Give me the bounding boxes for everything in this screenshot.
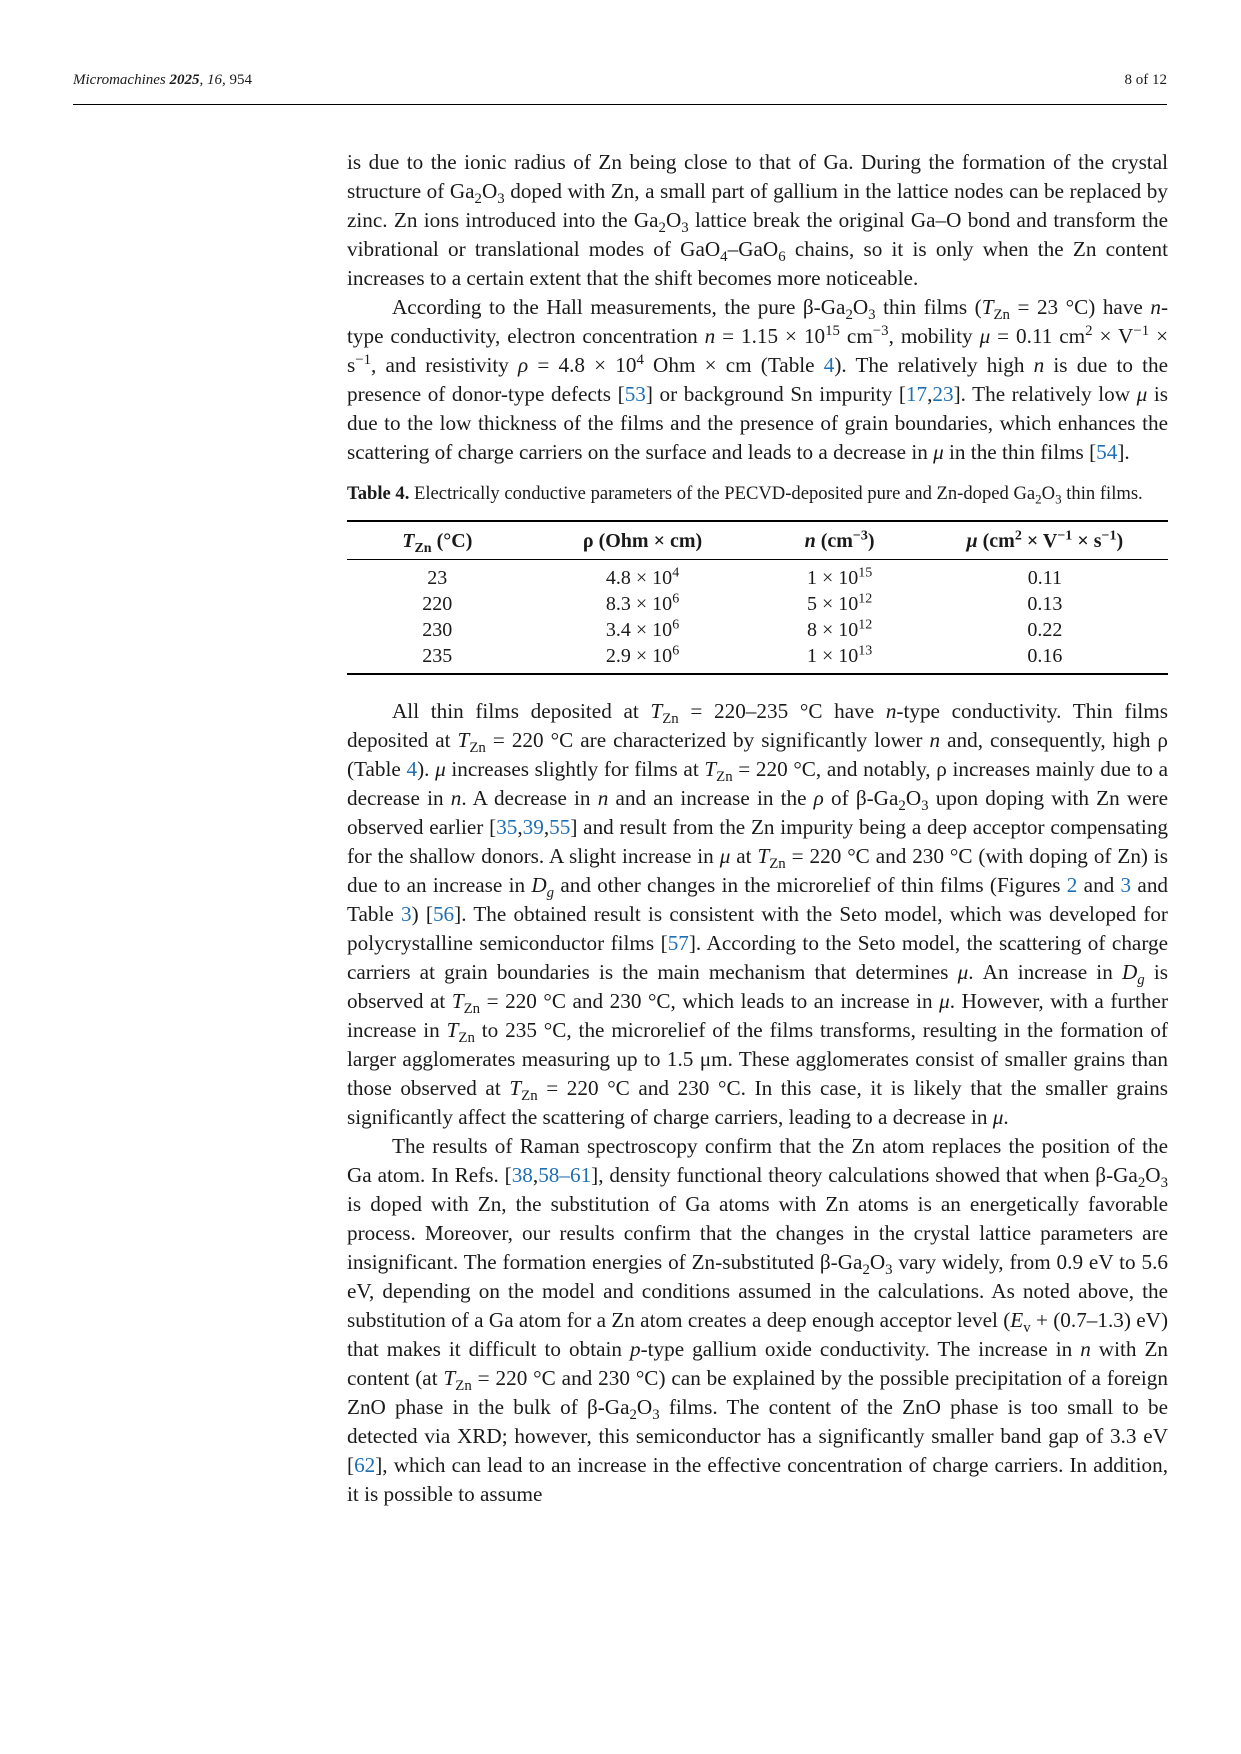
paragraph-3: All thin films deposited at $T_{Zn} = 220-235$ °C have n-type conductivity. Thin films deposited at $T_{Zn} = 220$ °C are characterized by significantly lower n and, consequently, high ρ (Table 4). μ increases slightly for films at $T_{Zn} = 220$ °C, and notably, ρ increases mainly due to a decrease in n. A decrease in n and an increase in the ρ of $\beta-Ga_2O_3$ upon doping with Zn were observed earlier [35,39,55] and result from the Zn impurity being a deep acceptor compensating for the shallow donors. A slight increase in μ at $T_{Zn} = 220$ °C and 230 °C (with doping of Zn) is due to an increase in $D_g$ and other changes in the microrelief of thin films (Figures 2 and 3 and Table 3) [56]. The obtained result is consistent with the Seto model, which was developed for polycrystalline semiconductor films [57]. According to the Seto model, the scattering of charge carriers at grain boundaries is the main mechanism that determines μ. An increase in $D_g$ is observed at $T_{Zn} = 220$ °C and 230 °C, which leads to an increase in μ. However, with a further increase in $T_{Zn}$ to 235 °C, the microrelief of the films transforms, resulting in the formation of larger agglomerates measuring up to 1.5 μm. These agglomerates consist of smaller grains than those observed at $T_{Zn} = 220$ °C and 230 °C. In this case, it is likely that the smaller grains significantly affect the scattering of charge carriers, leading to a decrease in μ.: [347, 699, 1169, 1129]
figure-3-link[interactable]: 3: [1120, 873, 1132, 897]
paragraph-1: is due to the ionic radius of Zn being close to that of Ga. During the formation of the crystal structure of $Ga_2O_3$ doped with Zn, a small part of gallium in the lattice nodes can be replaced by zinc. Zn ions introduced into the $Ga_2O_3$ lattice break the original Ga–O bond and transform the vibrational or translational modes of GaO$_4$–GaO$_6$ chains, so it is only when the Zn content increases to a certain extent that the shift becomes more noticeable.: [347, 150, 1168, 290]
paragraph-4: The results of Raman spectroscopy confirm that the Zn atom replaces the position of the Ga atom. In Refs. [38,58–61], density functional theory calculations showed that when $\beta-Ga_2O_3$ is doped with Zn, the substitution of Ga atoms with Zn atoms is an energetically favorable process. Moreover, our results confirm that the changes in the crystal lattice parameters are insignificant. The formation energies of Zn-substituted $\beta-Ga_2O_3$ vary widely, from 0.9 eV to 5.6 eV, depending on the model and conditions assumed in the calculations. As noted above, the substitution of a Ga atom for a Zn atom creates a deep enough acceptor level ($E_v + (0.7-1.3)$ eV) that makes it difficult to obtain p-type gallium oxide conductivity. The increase in n with Zn content (at $T_{Zn} = 220$ °C and 230 °C) can be explained by the possible precipitation of a foreign ZnO phase in the bulk of $\beta-Ga_2O_3$ films. The content of the ZnO phase is too small to be detected via XRD; however, this semiconductor has a significantly smaller band gap of 3.3 eV [62], which can lead to an increase in the effective concentration of charge carriers. In addition, it is possible to assume: [347, 1134, 1168, 1506]
figure-2-link[interactable]: 2: [1066, 873, 1078, 897]
table-4-link[interactable]: 4: [406, 757, 418, 781]
ref-53-link[interactable]: 53: [624, 382, 646, 406]
cell-mobility: 0.22: [1027, 619, 1063, 641]
header-rule: [73, 104, 1167, 105]
table-4: [347, 520, 1168, 675]
cell-resistivity: $2.9 \times 10^6$: [528, 643, 758, 674]
ref-23-link[interactable]: 23: [932, 382, 954, 406]
cell-concentration: $8 \times 10^{12}$: [806, 617, 873, 641]
cell-concentration: $1 \times 10^{13}$: [757, 643, 921, 674]
cell-temperature: 230: [422, 619, 453, 641]
table-header-row: [347, 521, 1168, 560]
ref-17-link[interactable]: 17: [905, 382, 928, 406]
ref-55-link[interactable]: 55: [549, 815, 571, 839]
page-number: 8 of 12: [1124, 72, 1167, 88]
cell-resistivity: $3.4 \times 10^6$: [605, 617, 680, 641]
table-row: [347, 643, 1168, 674]
caption-label: Table 4.: [347, 483, 410, 504]
col-temperature-header: $T_{Zn}$ (°C): [347, 521, 528, 560]
table-4-caption: Table 4. Electrically conductive parameters of the PECVD-deposited pure and Zn-doped $Ga_2O_3$ thin films.: [347, 483, 1143, 507]
cell-resistivity: $8.3 \times 10^6$: [605, 591, 680, 615]
page-header: [73, 72, 1167, 100]
journal-name: Micromachines: [73, 72, 166, 88]
table-3-link[interactable]: 3: [401, 902, 412, 926]
ref-35-link[interactable]: 35: [496, 815, 518, 839]
ref-39-link[interactable]: 39: [522, 815, 544, 839]
col-concentration-header: n $(cm^{-3})$: [757, 521, 921, 560]
table-row: [347, 591, 1168, 617]
ref-56-link[interactable]: 56: [432, 902, 455, 926]
page-content: [347, 148, 1168, 1509]
cell-mobility: 0.13: [1027, 593, 1063, 615]
table-4-link[interactable]: 4: [823, 353, 835, 377]
journal-citation: Micromachines 2025, 16, 954: [73, 72, 253, 88]
col-resistivity-header: ρ (Ohm × cm): [528, 521, 758, 560]
col-mobility-header: μ $(cm^2 \times V^{-1} \times s^{-1})$: [922, 521, 1168, 560]
cell-concentration: $1 \times 10^{15}$: [806, 565, 873, 589]
journal-volume: 16: [207, 72, 223, 88]
ref-57-link[interactable]: 57: [667, 931, 689, 955]
cell-mobility: 0.16: [922, 643, 1168, 674]
cell-resistivity: $4.8 \times 10^4$: [605, 565, 680, 589]
ref-62-link[interactable]: 62: [354, 1453, 376, 1477]
table-row: [347, 617, 1168, 643]
cell-concentration: $5 \times 10^{12}$: [806, 591, 873, 615]
ref-38-link[interactable]: 38: [511, 1163, 533, 1187]
ref-54-link[interactable]: 54: [1096, 440, 1118, 464]
cell-mobility: 0.11: [1027, 567, 1062, 589]
cell-temperature: 220: [422, 593, 453, 615]
table-row: [347, 560, 1168, 592]
article-number: 954: [229, 72, 253, 88]
ref-58-61-link[interactable]: 58–61: [538, 1163, 592, 1187]
paragraph-2: According to the Hall measurements, the pure $\beta-Ga_2O_3$ thin films ($T_{Zn} = 23$ °C) have n-type conductivity, electron concentration $n = 1.15 \times 10^{15}$ $cm^{-3}$, mobility μ = 0.11 $cm^2 \times V^{-1} \times s^{-1}$, and resistivity $\rho = 4.8 \times 10^4$ Ohm × cm (Table 4). The relatively high n is due to the presence of donor-type defects [53] or background Sn impurity [17,23]. The relatively low μ is due to the low thickness of the films and the presence of grain boundaries, which enhances the scattering of charge carriers on the surface and leads to a decrease in μ in the thin films [54].: [347, 295, 1169, 464]
journal-year: 2025: [169, 72, 200, 88]
cell-temperature: 23: [427, 567, 448, 589]
cell-temperature: 235: [347, 643, 528, 674]
